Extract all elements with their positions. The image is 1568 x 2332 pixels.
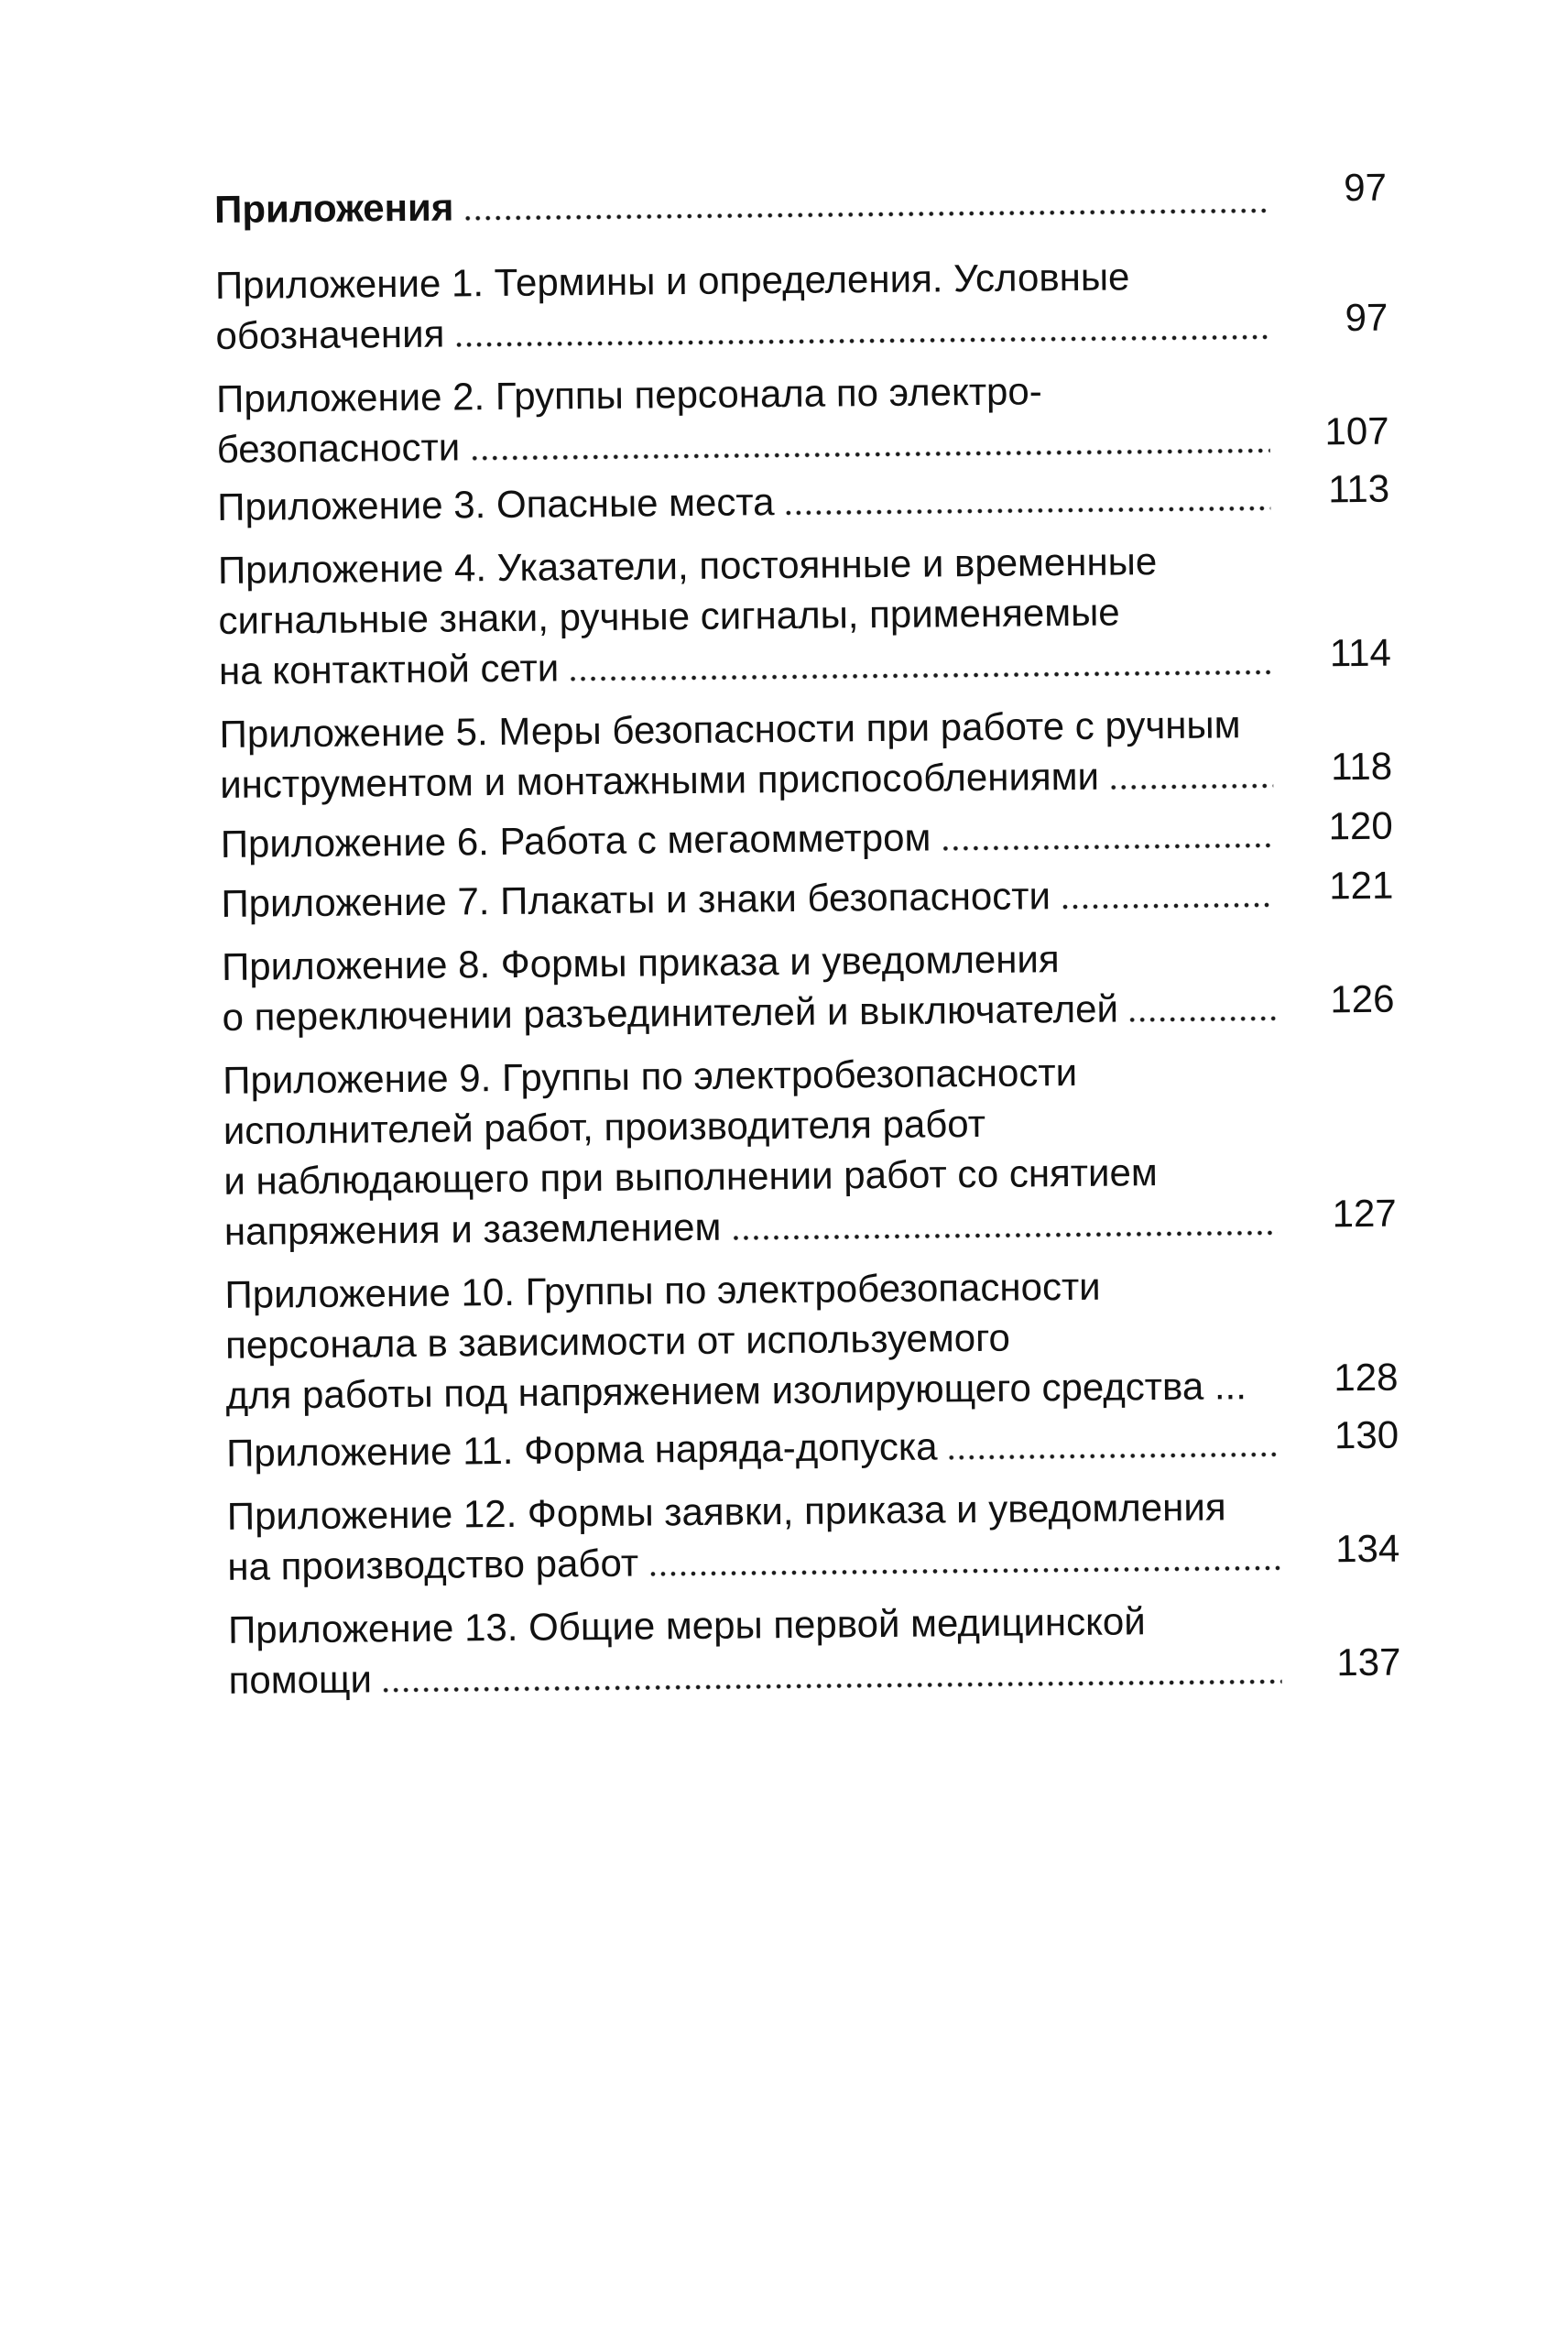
toc-entry (220, 803, 1393, 869)
toc-entry-line (219, 636, 1272, 696)
toc-entry-line (221, 868, 1274, 929)
toc-entry-page-number: 97 (1345, 295, 1388, 340)
toc-entry-page-number: 128 (1334, 1355, 1399, 1400)
toc-heading-line (214, 174, 1268, 234)
toc-entry (216, 363, 1389, 474)
toc-entry (217, 466, 1390, 532)
toc-entry-page-number: 126 (1330, 976, 1395, 1021)
toc-entry-line: Приложение 8. Формы приказа и уведомления (221, 937, 1060, 988)
toc-entry-line (217, 472, 1270, 532)
toc-entry-line (228, 1645, 1281, 1705)
toc-entry-line (220, 749, 1273, 810)
toc-entry-line: Приложение 10. Группы по электробезопасности (224, 1264, 1101, 1316)
table-of-contents (213, 165, 1401, 1705)
toc-entry-line-text: напряжения и заземлением (223, 1204, 722, 1253)
dot-leader (784, 499, 1271, 517)
toc-entry-page-number: 114 (1329, 630, 1392, 675)
toc-heading-title: Приложения (213, 185, 454, 231)
toc-entry-line: Приложение 4. Указатели, постоянные и временные (217, 539, 1158, 592)
toc-entry-line-text: о переключении разъединителей и выключателей (222, 986, 1119, 1039)
toc-entry (218, 534, 1392, 696)
toc-entry-line-text: помощи (228, 1657, 373, 1702)
toc-entry-line-text: обозначения (215, 311, 445, 357)
toc-entry-page-number: 118 (1330, 744, 1393, 789)
toc-entry-line: Приложение 2. Группы персонала по электро- (215, 369, 1042, 420)
dot-leader (568, 663, 1272, 682)
toc-entry-line-text: Приложение 6. Работа с мегаомметром (220, 815, 931, 866)
toc-entry-page-number: 130 (1334, 1412, 1399, 1457)
toc-entry-line: персонала в зависимости от используемого (224, 1315, 1011, 1367)
toc-entry-page-number: 120 (1328, 803, 1393, 848)
toc-entry-line (224, 1196, 1278, 1257)
toc-entry-line-text: Приложение 7. Плакаты и знаки безопасности (221, 874, 1051, 925)
toc-entry (223, 1044, 1397, 1257)
dot-leader (1127, 1009, 1276, 1024)
toc-entry-line (227, 1531, 1280, 1592)
toc-entry-line: и наблюдающего при выполнении работ со снятием (223, 1150, 1158, 1203)
toc-entry (227, 1480, 1400, 1592)
dot-leader (381, 1673, 1282, 1694)
toc-section-heading (213, 165, 1388, 234)
toc-entry-line: исполнителей работ, производителя работ (223, 1101, 986, 1152)
toc-entry (221, 863, 1394, 929)
toc-entry (222, 931, 1395, 1042)
dot-leader (469, 441, 1270, 462)
toc-entry-line (216, 414, 1269, 474)
toc-entry (224, 1259, 1399, 1421)
toc-entry-page-number: 134 (1334, 1526, 1400, 1571)
dot-leader (648, 1559, 1280, 1578)
dot-leader (730, 1224, 1278, 1242)
toc-entry-page-number: 137 (1336, 1640, 1401, 1684)
dot-leader (1108, 777, 1273, 791)
toc-entry-line (215, 300, 1269, 361)
toc-entry-line: Приложение 5. Меры безопасности при работе с ручным (219, 703, 1241, 756)
toc-entry-page-number: 121 (1329, 863, 1394, 908)
toc-heading-page-number: 97 (1344, 165, 1388, 210)
dot-leader (947, 1445, 1280, 1461)
toc-entry-line: сигнальные знаки, ручные сигналы, применяемые (218, 590, 1120, 642)
toc-entry-line-text: инструментом и монтажными приспособлениями (219, 754, 1100, 806)
toc-entry-line (226, 1418, 1279, 1478)
toc-entry-line: Приложение 9. Группы по электробезопасности (223, 1050, 1078, 1102)
toc-entry-line-text: на производство работ (227, 1541, 639, 1588)
toc-entry (225, 1412, 1399, 1478)
toc-entry (219, 698, 1392, 810)
toc-entry-line: Приложение 12. Формы заявки, приказа и уведомления (226, 1485, 1226, 1538)
dot-leader (1060, 896, 1275, 910)
toc-entry-line: Приложение 13. Общие меры первой медицинской (227, 1599, 1146, 1651)
toc-entry-page-number: 113 (1327, 466, 1390, 511)
toc-entry-line: для работы под напряжением изолирующего средства ... (225, 1364, 1247, 1417)
toc-entry-line-text: безопасности (216, 425, 461, 471)
toc-entry-line-text: Приложение 11. Форма наряда-допуска (225, 1424, 938, 1475)
toc-entry-line: Приложение 1. Термины и определения. Условные (214, 255, 1130, 307)
dot-leader (453, 328, 1269, 349)
toc-entry-page-number: 107 (1324, 409, 1389, 453)
toc-entry-line (221, 809, 1274, 869)
dot-leader (463, 202, 1268, 222)
dot-leader (940, 836, 1274, 852)
toc-entry-line-text: на контактной сети (218, 646, 560, 692)
toc-entry (215, 249, 1388, 361)
toc-entry-page-number: 127 (1332, 1191, 1397, 1236)
toc-entry-line-text: Приложение 3. Опасные места (217, 480, 775, 529)
toc-entry (228, 1594, 1401, 1705)
toc-entry-line (222, 982, 1275, 1042)
